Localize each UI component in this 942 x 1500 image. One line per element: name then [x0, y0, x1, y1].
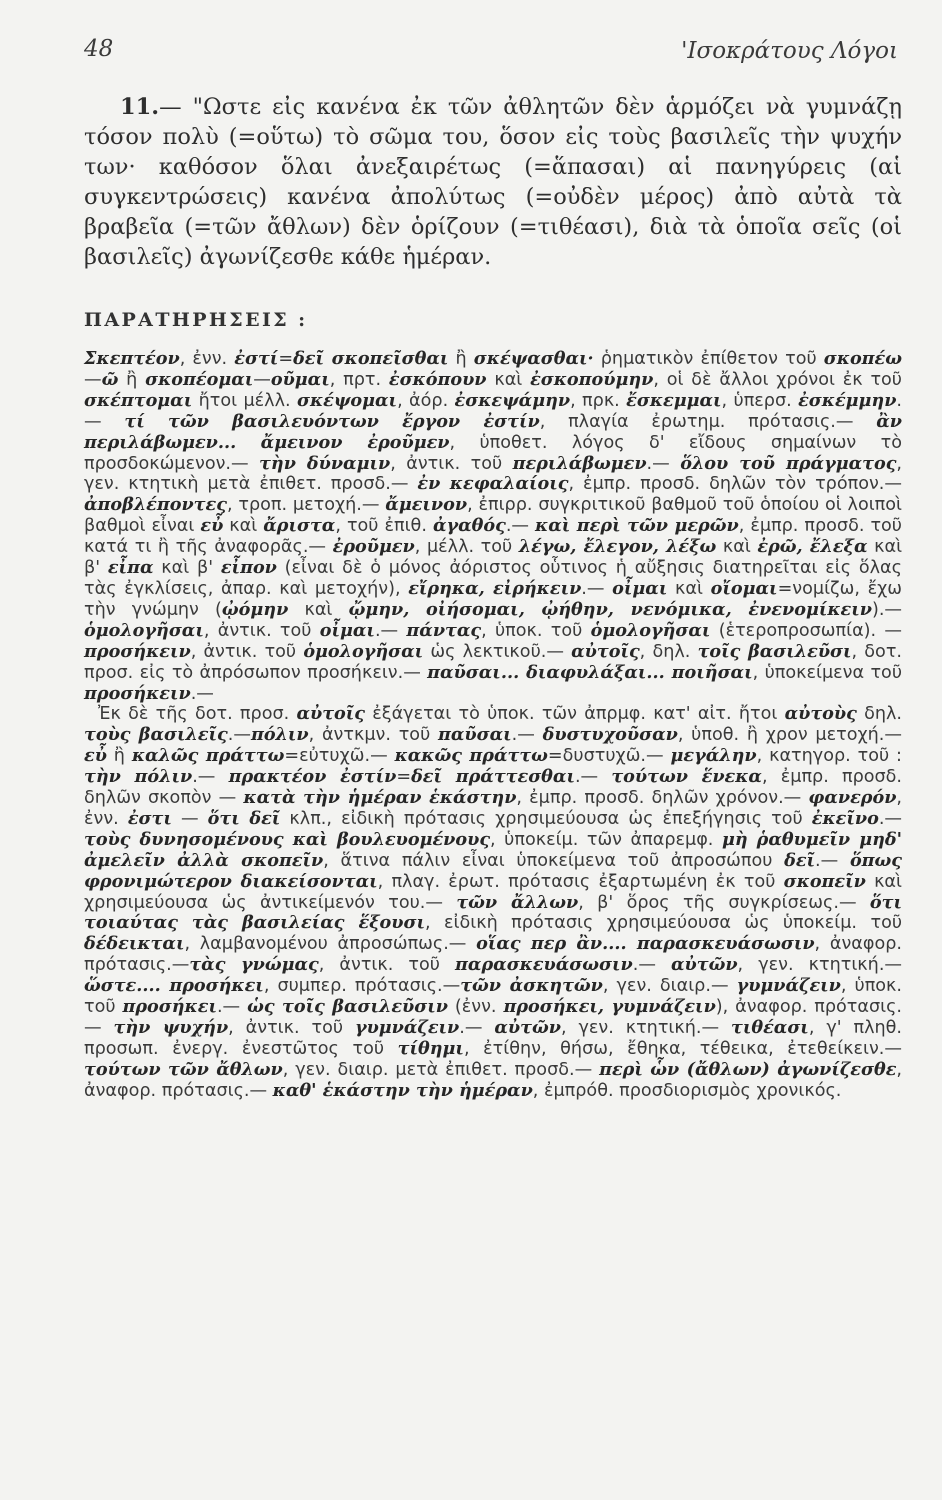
note-term: δεῖ πράττεσθαι [411, 766, 575, 788]
note-term: ἄμεινον [385, 494, 468, 516]
note-text: ἤτοι μέλλ. [192, 390, 297, 411]
note-term: τὴν δύναμιν [259, 452, 391, 474]
note-text: , ἀναφορ. πρότασις.— [84, 934, 903, 976]
note-text: =εὐτυχῶ.— [284, 746, 395, 767]
note-text: .— [511, 725, 543, 746]
note-term: τί τῶν βασιλευόντων ἔργον ἐστίν [124, 410, 540, 432]
note-text: , γεν. διαιρ.— [602, 976, 737, 997]
note-text: , ἐμπρ. προσδ. δηλῶν χρόνον.— [516, 788, 809, 809]
note-text: , ὑποκ. τοῦ [481, 620, 591, 641]
note-text: , ἅτινα πάλιν εἶναι ὑποκείμενα τοῦ ἀπροσώπου [323, 850, 785, 871]
note-text: , γεν. διαιρ. μετὰ ἐπιθετ. προσδ.— [282, 1059, 600, 1080]
note-term: περιλάβωμεν [512, 452, 647, 474]
note-text: , ἀναφορ. πρότασις.— [84, 1059, 903, 1101]
note-term: ἀποβλέποντες [84, 494, 227, 516]
note-text: .— [574, 767, 612, 788]
note-text: , δοτ. προσ. εἰς τὸ ἀπρόσωπον προσήκειν.— [84, 641, 903, 683]
note-text: .— [581, 578, 613, 599]
note-text: .— [646, 453, 681, 474]
note-term: μὴ ῥαθυμεῖν μηδ' ἀμελεῖν ἀλλὰ σκοπεῖν [84, 828, 902, 871]
note-term: τοὺς βασιλεῖς [84, 724, 228, 746]
note-term: προσήκειν [84, 640, 191, 662]
note-term: ἀγαθός [432, 515, 506, 537]
note-term: δέδεικται [84, 933, 185, 955]
note-term: αὐτοὺς [784, 703, 857, 725]
note-text: καὶ β' [84, 537, 903, 579]
note-text: καὶ [667, 578, 711, 599]
note-term: προσήκει [122, 996, 217, 1018]
note-text: , ἀντικ. τοῦ [228, 1018, 355, 1038]
note-text: , ἐπιρρ. συγκριτικοῦ βαθμοῦ τοῦ ὁποίου οἱ λοιποὶ βαθμοὶ εἶναι [84, 495, 902, 537]
note-text: .— [505, 516, 536, 537]
note-term: μεγάλην [670, 745, 757, 767]
note-term: καλῶς πράττω [131, 745, 285, 767]
note-term: αὐτοῖς [296, 703, 365, 725]
note-term: λέγω, ἔλεγον, λέξω [518, 536, 717, 558]
note-term: εἴρηκα, εἰρήκειν [408, 577, 582, 599]
note-term: ὅτι δεῖ [207, 807, 281, 829]
note-term: οἶμαι [612, 577, 668, 599]
note-text: δηλ. [856, 704, 902, 725]
note-text: , λαμβανομένου ἀπροσώπως.— [184, 934, 477, 955]
note-text: .— [84, 390, 902, 432]
note-term: ἐρῶ, ἔλεξα [757, 536, 868, 558]
note-text: , ἐμπρ. προσδ. τοῦ κατά τι ἢ τῆς ἀναφορᾶς.— [84, 516, 902, 558]
note-term: καθ' ἑκάστην τὴν ἡμέραν [272, 1079, 533, 1101]
note-term: ὥστε.... προσήκει [84, 975, 264, 997]
note-text: , συμπερ. πρότασις.— [263, 976, 461, 997]
note-term: ὁμολογῆσαι [84, 619, 204, 641]
note-term: παῦσαι... διαφυλάξαι... ποιῆσαι [427, 661, 753, 683]
note-term: ὁμολογῆσαι [590, 619, 711, 641]
note-term: καὶ περὶ τῶν μερῶν [535, 515, 739, 537]
note-term: πάντας [406, 619, 482, 641]
note-text: καὶ [486, 369, 531, 390]
note-term: τούτων τῶν ἄθλων [84, 1058, 283, 1080]
note-term: προσήκει, γυμνάζειν [503, 996, 716, 1018]
note-text: , ἐμπρ. προσδ. δηλῶν τὸν τρόπον.— [568, 474, 902, 495]
note-text: .— [878, 808, 903, 829]
note-term: περὶ ὧν (ἄθλων) ἀγωνίζεσθε [599, 1058, 897, 1080]
note-text: , ἐνν. [179, 349, 235, 369]
note-term: προσήκειν [84, 682, 191, 704]
note-text: — [84, 369, 102, 390]
note-text: , ὑπερσ. [721, 390, 799, 411]
note-term: σκοπέομαι [145, 368, 254, 390]
note-text: , γεν. κτητική.— [737, 955, 902, 976]
note-text: ἢ [448, 349, 474, 369]
note-term: ἄριστα [263, 515, 336, 537]
note-term: ᾠόμην [221, 598, 289, 620]
note-text: , ἐμπρ. προσδ. δηλῶν σκοπὸν — [84, 767, 903, 809]
note-text: κλπ., εἰδικὴ πρότασις χρησιμεύουσα ὡς ἐπεξήγησις τοῦ [280, 808, 812, 829]
note-text: ), ἀναφορ. πρότασις.— [84, 997, 903, 1038]
note-text: .— [227, 725, 251, 746]
note-term: δεῖ σκοπεῖσθαι [293, 348, 449, 369]
note-text: — [253, 369, 271, 390]
note-text: .— [374, 620, 407, 641]
note-text: , ὑποκ. τοῦ [84, 976, 903, 1018]
note-term: τὴν πόλιν [84, 766, 193, 788]
page-number: 48 [84, 36, 114, 62]
main-paragraph [84, 92, 902, 272]
note-text: , ἀντικ. τοῦ [190, 641, 304, 662]
note-text: καὶ [716, 537, 758, 558]
note-text: καὶ χρησιμεύουσα ὡς ἀντικείμενόν του.— [84, 871, 902, 913]
note-text: , ὑποκείμενα τοῦ [752, 662, 902, 683]
note-paragraph [84, 349, 902, 704]
note-term: εὖ [84, 745, 107, 767]
note-text: ἐξάγεται τὸ ὑποκ. τῶν ἀπρμφ. κατ' αἰτ. ἤτοι [365, 704, 785, 725]
note-term: παῦσαι [438, 724, 512, 746]
note-term: εὖ [200, 515, 224, 537]
note-term: σκέψομαι [296, 389, 398, 411]
paragraph-number: 11. [120, 94, 160, 120]
note-text: ).— [871, 599, 903, 620]
note-text: .— [815, 850, 850, 871]
note-term: οἴομαι [710, 577, 778, 599]
note-term: σκοπεῖν [783, 870, 866, 892]
note-text: ὡς λεκτικοῦ.— [423, 641, 572, 662]
note-term: ἂν περιλάβωμεν... [84, 410, 903, 453]
note-text: — [171, 808, 208, 829]
note-term: εἶπον [220, 557, 277, 579]
note-term: ἄμεινον ἐροῦμεν [260, 431, 450, 453]
note-text: .— [632, 955, 671, 976]
note-term: τούτων ἕνεκα [611, 766, 762, 788]
note-term: τῶν ἀσκητῶν [460, 975, 603, 997]
note-term: τιθέασι [731, 1017, 809, 1038]
note-term: ὅτι τοιαύτας τὰς βασιλείας ἕξουσι [84, 891, 902, 934]
note-text: καὶ β' [153, 558, 221, 579]
note-text: , πρκ. [570, 390, 627, 411]
note-paragraph [84, 704, 902, 1101]
note-term: κακῶς πράττω [394, 745, 548, 767]
note-text: .— [216, 997, 248, 1018]
note-text: , γεν. κτητική.— [560, 1018, 731, 1038]
note-text: , ἐμπρόθ. προσδιορισμὸς χρονικός. [532, 1080, 842, 1101]
note-text: .— [190, 683, 214, 704]
note-text: .— [459, 1018, 495, 1038]
running-head [84, 36, 898, 70]
note-text: , οἱ δὲ ἄλλοι χρόνοι ἐκ τοῦ [653, 369, 902, 390]
note-text: (ἑτεροπροσωπία). — [710, 620, 902, 641]
note-term: ὡς τοῖς βασιλεῦσιν [247, 996, 448, 1018]
note-text: , πλαγία ἐρωτημ. πρότασις.— [539, 411, 877, 432]
note-term: φανερόν [808, 787, 897, 809]
note-text: , ἐτίθην, θήσω, ἔθηκα, τέθεικα, ἐτεθείκειν.— [463, 1038, 902, 1059]
note-term: τίθημι [397, 1037, 464, 1059]
note-term: γυμνάζειν [736, 975, 841, 997]
note-term: Σκεπτέον [84, 348, 180, 369]
note-term: ἐσκοπούμην [530, 368, 654, 390]
note-text: , μέλλ. τοῦ [414, 537, 519, 558]
note-text: , δηλ. [639, 641, 698, 662]
note-term: ἐσκεψάμην [454, 389, 571, 411]
note-term: τὴν ψυχήν [113, 1017, 229, 1038]
note-term: γυμνάζειν [354, 1017, 460, 1038]
note-term: ὅλου τοῦ πράγματος [680, 452, 897, 474]
note-text: , τροπ. μετοχή.— [226, 495, 386, 516]
note-term: σκέψασθαι· [473, 348, 594, 369]
note-text: = [396, 767, 412, 788]
note-text: (ἐνν. [447, 997, 504, 1018]
note-term: τοὺς δυνησομένους καὶ βουλευομένους [84, 828, 491, 850]
note-term: ἐστι [127, 807, 172, 829]
note-term: οῦμαι [270, 368, 330, 390]
paragraph-text: — "Ωστε εἰς κανένα ἐκ τῶν ἀθλητῶν δὲν ἁρμόζει νὰ γυμνάζῃ τόσον πολὺ (=οὕτω) τὸ σῶμα του, ὅσον εἰς τοὺς βασιλεῖς τὴν ψυχήν των· καθόσον ὅλαι ἀνεξαιρέτως (=ἅπασαι) αἱ πανηγύρεις (αἱ συγκεντρώσεις) κανένα ἀπολύτως (=οὐδὲν μέρος) ἀπὸ αὐτὰ τὰ βραβεῖα (=τῶν ἄθλων) δὲν ὁρίζουν (=τιθέασι), διὰ τὰ ὁποῖα σεῖς (οἱ βασιλεῖς) ἀγωνίζεσθε κάθε ἡμέραν. [84, 94, 902, 270]
note-text: = [278, 349, 294, 369]
note-term: ἐστί [234, 348, 279, 369]
note-text: =νομίζω, ἔχω τὴν γνώμην ( [84, 578, 903, 620]
note-term: αὐτοῖς [571, 640, 640, 662]
note-text: .— [192, 767, 229, 788]
note-text: , ἀντικ. τοῦ [390, 453, 513, 474]
note-term: τοῖς βασιλεῦσι [697, 640, 852, 662]
note-term: σκέπτομαι [84, 389, 193, 411]
note-text [236, 433, 260, 453]
note-term: δεῖ [784, 849, 816, 871]
note-term: ἐν κεφαλαίοις [417, 473, 569, 495]
note-text: , γεν. κτητικὴ μετὰ ἐπιθετ. προσδ.— [84, 453, 903, 495]
note-text: , γ' πληθ. προσωπ. ἐνεργ. ἐνεστῶτος τοῦ [84, 1018, 903, 1059]
note-term: τὰς γνώμας [189, 954, 319, 976]
note-term: ᾤμην, οἰήσομαι, ᾠήθην, νενόμικα, ἐνενομίκειν [348, 598, 872, 620]
note-term: ἐσκόπουν [388, 368, 487, 390]
book-title: 'Ισοκράτους Λόγοι [681, 38, 898, 64]
note-term: ὅπως φρονιμώτερον διακείσονται [84, 849, 903, 892]
note-term: ἐκεῖνο [811, 807, 879, 829]
note-term: αὐτῶν [671, 954, 738, 976]
note-term: ῶ [101, 368, 119, 390]
commentary-notes [84, 349, 902, 1102]
note-text: , ἀντικ. τοῦ [203, 620, 320, 641]
note-term: παρασκευάσωσιν [455, 954, 633, 976]
note-text: ἢ [106, 746, 132, 767]
section-heading: ΠΑΡΑΤΗΡΗΣΕΙΣ : [84, 309, 308, 331]
note-term: σκοπέω [823, 348, 902, 369]
note-text: ῥηματικὸν ἐπίθετον τοῦ [593, 349, 824, 369]
note-text: καὶ [223, 516, 264, 537]
note-text: , ἀόρ. [397, 390, 455, 411]
note-text: Ἐκ δὲ τῆς δοτ. προσ. [98, 704, 297, 725]
note-text: =δυστυχῶ.— [547, 746, 671, 767]
note-term: ὁμολογῆσαι [303, 640, 424, 662]
note-text: , πρτ. [329, 369, 389, 390]
note-term: δυστυχοῦσαν [542, 724, 678, 746]
note-term: κατὰ τὴν ἡμέραν ἑκάστην [243, 787, 517, 809]
note-text: , τοῦ ἐπιθ. [335, 516, 433, 537]
note-text: , ὑποθετ. λόγος δ' εἴδους σημαίνων τὸ προσδοκώμενον.— [84, 432, 903, 474]
note-text: καὶ [288, 599, 349, 620]
note-text: , ὑποθ. ἢ χρον μετοχή.— [677, 725, 902, 746]
note-term: τῶν ἄλλων [456, 891, 579, 913]
note-term: οἵας περ ἂν.... παρασκευάσωσιν [476, 933, 815, 955]
note-text: , β' ὅρος τῆς συγκρίσεως.— [578, 892, 870, 913]
note-term: ἐσκέμμην [798, 389, 897, 411]
note-term: πρακτέον ἐστίν [228, 766, 397, 788]
note-term: ἔσκεμμαι [626, 389, 722, 411]
note-text: ἢ [118, 369, 146, 390]
note-text: , ὑποκείμ. τῶν ἀπαρεμφ. [490, 829, 722, 850]
note-text: , εἰδικὴ πρότασις χρησιμεύουσα ὡς ὑποκείμ. τοῦ [425, 913, 903, 934]
note-text: (εἶναι δὲ ὁ μόνος ἀόριστος οὗτινος ἡ αὔξησις διατηρεῖται εἰς ὅλας τὰς ἐγκλίσεις, ἀπαρ. καὶ μετοχήν), [84, 558, 902, 599]
note-text: , ἐνν. [84, 788, 903, 829]
note-term: ἐροῦμεν [332, 536, 415, 558]
note-term: αὐτῶν [494, 1017, 561, 1038]
note-term: οἶμαι [319, 619, 375, 641]
note-text: , κατηγορ. τοῦ : [756, 746, 902, 767]
note-text: , πλαγ. ἐρωτ. πρότασις ἐξαρτωμένη ἐκ τοῦ [377, 871, 784, 892]
note-term: εἶπα [107, 557, 154, 579]
note-text: , ἀντικ. τοῦ [318, 955, 456, 976]
note-text: , ἀντκμν. τοῦ [308, 725, 439, 746]
note-term: πόλιν [250, 724, 309, 746]
